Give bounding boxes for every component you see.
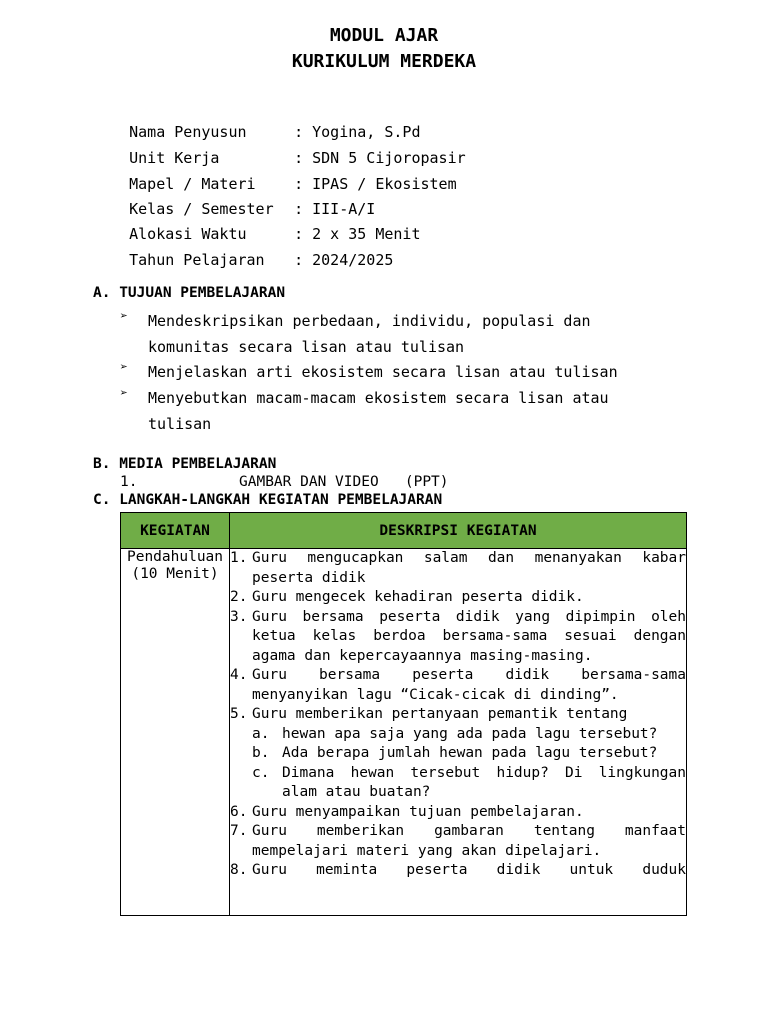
- info-row-kelas: [93, 182, 376, 218]
- doc-title-line2: KURIKULUM MERDEKA: [291, 51, 477, 72]
- media-item-number: 1.: [120, 474, 138, 490]
- step-number: 2.: [230, 589, 248, 605]
- info-row-penyusun: [93, 105, 421, 141]
- step-text: Guru memberikan pertanyaan pemantik tentang: [252, 706, 628, 722]
- list-item: [230, 549, 686, 588]
- info-separator: :: [294, 123, 304, 141]
- section-letter: A.: [93, 285, 111, 301]
- sub-text: Dimana hewan tersebut hidup? Di lingkungan alam atau buatan?: [282, 764, 686, 800]
- step-number: 1.: [230, 550, 248, 566]
- info-separator: :: [294, 200, 304, 218]
- phase-cell: [121, 549, 230, 916]
- section-letter: C.: [93, 492, 111, 508]
- section-b-heading: [93, 456, 276, 472]
- step-text: Guru mengecek kehadiran peserta didik.: [252, 589, 584, 605]
- info-row-tahun: [93, 233, 394, 269]
- objective-text: Menyebutkan macam-macam ekosistem secara lisan atau tulisan: [148, 389, 609, 433]
- column-header-kegiatan: KEGIATAN: [121, 513, 230, 549]
- step-text: Guru bersama peserta didik bersama-sama menyanyikan lagu “Cicak-cicak di dinding”.: [252, 667, 686, 703]
- section-title: LANGKAH-LANGKAH KEGIATAN PEMBELAJARAN: [119, 492, 443, 508]
- info-value: III-A/I: [312, 200, 376, 218]
- media-item-text: GAMBAR DAN VIDEO (PPT): [239, 474, 449, 490]
- list-item: [230, 861, 686, 881]
- arrow-bullet-icon: ➢: [120, 309, 128, 324]
- info-value: 2 x 35 Menit: [312, 225, 421, 243]
- objective-text: Mendeskripsikan perbedaan, individu, populasi dan komunitas secara lisan atau tulisan: [148, 312, 591, 356]
- info-value: Yogina, S.Pd: [312, 123, 421, 141]
- table-row: [121, 549, 687, 916]
- section-title: TUJUAN PEMBELAJARAN: [119, 285, 286, 301]
- sub-text: Ada berapa jumlah hewan pada lagu tersebut?: [282, 745, 658, 761]
- step-number: 6.: [230, 803, 248, 820]
- info-label: Alokasi Waktu: [129, 225, 247, 243]
- sub-question: [252, 764, 686, 803]
- step-number: 5.: [230, 706, 248, 722]
- column-header-deskripsi: DESKRIPSI KEGIATAN: [230, 513, 687, 549]
- list-item: [230, 588, 686, 608]
- step-text: Guru meminta peserta didik untuk duduk: [252, 862, 686, 878]
- step-text: Guru menyampaikan tujuan pembelajaran.: [252, 803, 584, 820]
- info-separator: :: [294, 149, 304, 167]
- sub-question: [252, 744, 686, 764]
- doc-title-line1: MODUL AJAR: [329, 25, 439, 46]
- list-item: [230, 608, 686, 667]
- info-value: SDN 5 Cijoropasir: [312, 149, 466, 167]
- step-number: 8.: [230, 862, 248, 878]
- step-text: Guru mengucapkan salam dan menanyakan kabar peserta didik: [252, 550, 686, 586]
- table-header-row: [121, 513, 687, 549]
- section-a-heading: [93, 285, 285, 301]
- list-item: [230, 803, 686, 823]
- info-value: IPAS / Ekosistem: [312, 175, 457, 193]
- info-label: Nama Penyusun: [129, 123, 247, 141]
- info-label: Tahun Pelajaran: [129, 251, 265, 269]
- info-label: Mapel / Materi: [129, 175, 256, 193]
- list-item: [230, 705, 686, 725]
- info-label: Unit Kerja: [129, 149, 220, 167]
- activity-table: [120, 512, 687, 916]
- info-separator: :: [294, 225, 304, 243]
- list-item: [230, 666, 686, 705]
- info-row-mapel: [93, 157, 457, 193]
- steps-list: [230, 549, 686, 911]
- arrow-bullet-icon: ➢: [120, 386, 128, 401]
- info-label: Kelas / Semester: [129, 200, 274, 218]
- sub-text: hewan apa saja yang ada pada lagu tersebut?: [282, 725, 658, 742]
- sub-letter: c.: [252, 764, 270, 781]
- sub-letter: a.: [252, 725, 270, 742]
- info-row-unit-kerja: [93, 131, 466, 167]
- sub-question: [252, 725, 686, 745]
- phase-name: Pendahuluan: [126, 549, 224, 565]
- sub-letter: b.: [252, 745, 270, 761]
- section-c-heading: [93, 492, 442, 508]
- info-row-alokasi: [93, 207, 421, 243]
- step-text: Guru bersama peserta didik yang dipimpin oleh ketua kelas berdoa bersama-sama sesuai dengan agama dan kepercayaannya masing-masing.: [252, 608, 686, 664]
- phase-duration: (10 Menit): [131, 566, 219, 582]
- objective-text: Menjelaskan arti ekosistem secara lisan atau tulisan: [148, 363, 618, 381]
- list-item: [230, 822, 686, 861]
- info-separator: :: [294, 175, 304, 193]
- step-number: 4.: [230, 667, 248, 683]
- section-title: MEDIA PEMBELAJARAN: [119, 456, 277, 472]
- info-value: 2024/2025: [312, 251, 394, 269]
- section-letter: B.: [93, 456, 111, 472]
- step-number: 3.: [230, 608, 248, 625]
- info-separator: :: [294, 251, 304, 269]
- step-text: Guru memberikan gambaran tentang manfaat mempelajari materi yang akan dipelajari.: [252, 823, 686, 859]
- step-number: 7.: [230, 823, 248, 839]
- arrow-bullet-icon: ➢: [120, 360, 128, 375]
- steps-cell: [230, 549, 687, 916]
